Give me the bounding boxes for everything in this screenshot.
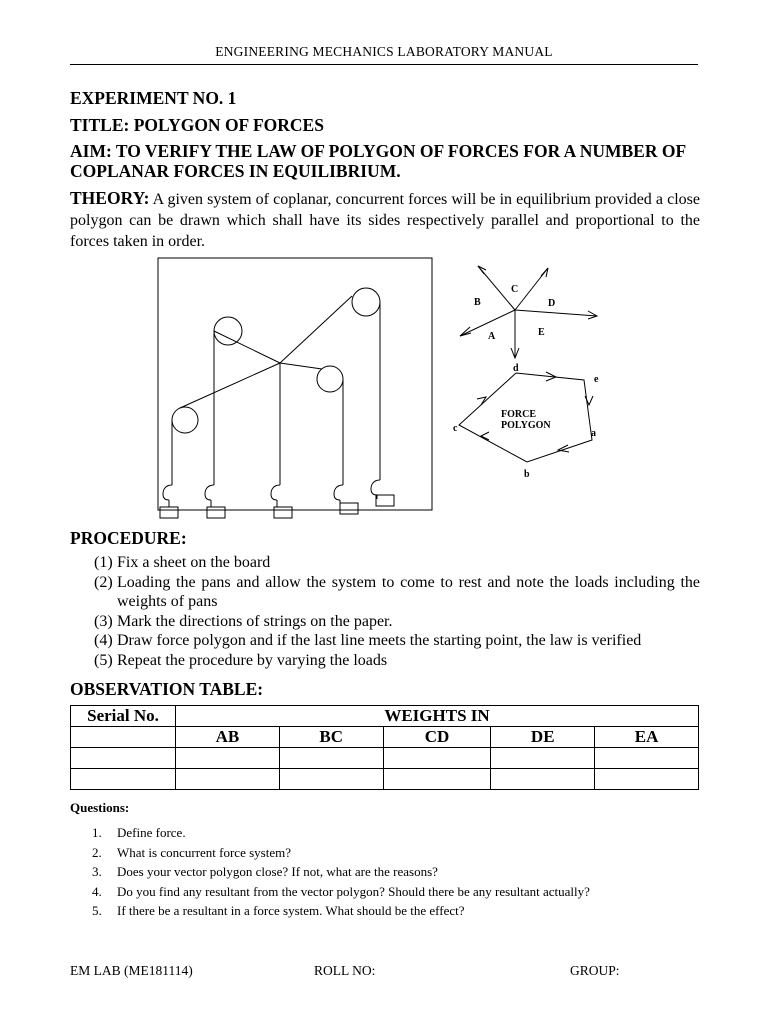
question-number: 4. (92, 883, 102, 899)
question-text: Do you find any resultant from the vector polygon? Should there be any resultant actually? (117, 883, 590, 899)
subheader-blank-cell (71, 727, 176, 748)
drawing-board (158, 258, 432, 510)
procedure-step (70, 651, 700, 671)
table-row (71, 748, 699, 769)
procedure-heading: PROCEDURE: (70, 528, 187, 548)
weights-header: WEIGHTS IN (176, 706, 699, 727)
force-label-c: C (511, 284, 519, 295)
question-number: 2. (92, 844, 102, 860)
step-number: (4) (94, 632, 113, 650)
serial-header: Serial No. (71, 706, 176, 727)
table-cell (491, 748, 595, 769)
observation-heading: OBSERVATION TABLE: (70, 679, 264, 699)
question-item (70, 823, 590, 843)
force-label-d: D (548, 298, 556, 309)
table-cell (279, 748, 383, 769)
step-text: Draw force polygon and if the last line meets the starting point, the law is verified (117, 632, 642, 650)
table-cell (279, 769, 383, 790)
observation-table (70, 705, 699, 790)
procedure-step (70, 631, 700, 651)
question-item (70, 843, 590, 863)
column-header: BC (279, 727, 383, 748)
table-cell (71, 748, 176, 769)
pulley-1 (214, 317, 242, 345)
table-subheader-row (71, 727, 699, 748)
question-number: 1. (92, 825, 102, 840)
theory-label: THEORY: (70, 188, 150, 208)
step-text: Repeat the procedure by varying the loads (117, 651, 388, 669)
step-text: Fix a sheet on the board (117, 554, 271, 571)
table-cell (383, 769, 491, 790)
question-text: Define force. (117, 825, 186, 840)
vertex-label-b: b (524, 469, 530, 480)
question-text: If there be a resultant in a force system. What should be the effect? (117, 903, 465, 918)
table-row (71, 769, 699, 790)
column-header: DE (491, 727, 595, 748)
vertex-label-d: d (513, 363, 519, 374)
column-header: AB (176, 727, 280, 748)
question-number: 3. (92, 864, 102, 879)
force-label-a: A (488, 331, 496, 342)
question-item (70, 882, 590, 902)
question-text: Does your vector polygon close? If not, what are the reasons? (117, 864, 438, 879)
theory-text: A given system of coplanar, concurrent forces will be in equilibrium provided a close polygon can be drawn which shall have its sides respectively parallel and proportional to the forces taken in order. (70, 191, 700, 250)
step-text: Mark the directions of strings on the paper. (117, 612, 393, 630)
questions-list (70, 823, 590, 921)
procedure-step (70, 573, 700, 612)
pulley-2 (352, 288, 380, 316)
procedure-list (70, 553, 700, 671)
procedure-step (70, 612, 700, 632)
polygon-title-line-1: FORCE (501, 409, 536, 420)
column-header: EA (595, 727, 699, 748)
step-number: (2) (94, 573, 113, 591)
table-cell (176, 748, 280, 769)
table-header-row (71, 706, 699, 727)
step-text: Loading the pans and allow the system to come to rest and note the loads including the weights of pans (117, 573, 700, 611)
column-header: CD (383, 727, 491, 748)
question-item (70, 901, 590, 921)
table-cell (176, 769, 280, 790)
question-item (70, 862, 590, 882)
table-cell (383, 748, 491, 769)
manual-header-title: ENGINEERING MECHANICS LABORATORY MANUAL (215, 44, 553, 59)
question-number: 5. (92, 903, 102, 918)
force-label-e: E (538, 327, 545, 338)
step-number: (5) (94, 651, 113, 669)
pulley-4 (172, 407, 198, 433)
footer-roll-no: ROLL NO: (314, 963, 376, 978)
footer-group: GROUP: (570, 963, 620, 978)
questions-heading: Questions: (70, 800, 130, 815)
experiment-title: TITLE: POLYGON OF FORCES (70, 115, 324, 135)
question-text: What is concurrent force system? (117, 844, 291, 860)
table-cell (595, 748, 699, 769)
table-cell (595, 769, 699, 790)
weight-hangers (160, 480, 394, 518)
footer-course-code: EM LAB (ME181114) (70, 963, 193, 978)
polygon-title-line-2: POLYGON (501, 420, 551, 431)
vertex-label-e: e (594, 374, 599, 385)
force-label-b: B (474, 297, 481, 308)
step-number: (1) (94, 554, 113, 571)
vertex-label-c: c (453, 423, 458, 434)
table-cell (491, 769, 595, 790)
vertex-label-a: a (591, 428, 596, 439)
strings (172, 296, 380, 485)
experiment-number: EXPERIMENT NO. 1 (70, 88, 237, 108)
table-cell (71, 769, 176, 790)
space-diagram (460, 266, 597, 358)
procedure-step (70, 553, 700, 573)
step-number: (3) (94, 612, 113, 630)
pulley-3 (317, 366, 343, 392)
experiment-aim: AIM: TO VERIFY THE LAW OF POLYGON OF FORCES FOR A NUMBER OF COPLANAR FORCES IN EQUILIBRIUM. (70, 141, 686, 181)
